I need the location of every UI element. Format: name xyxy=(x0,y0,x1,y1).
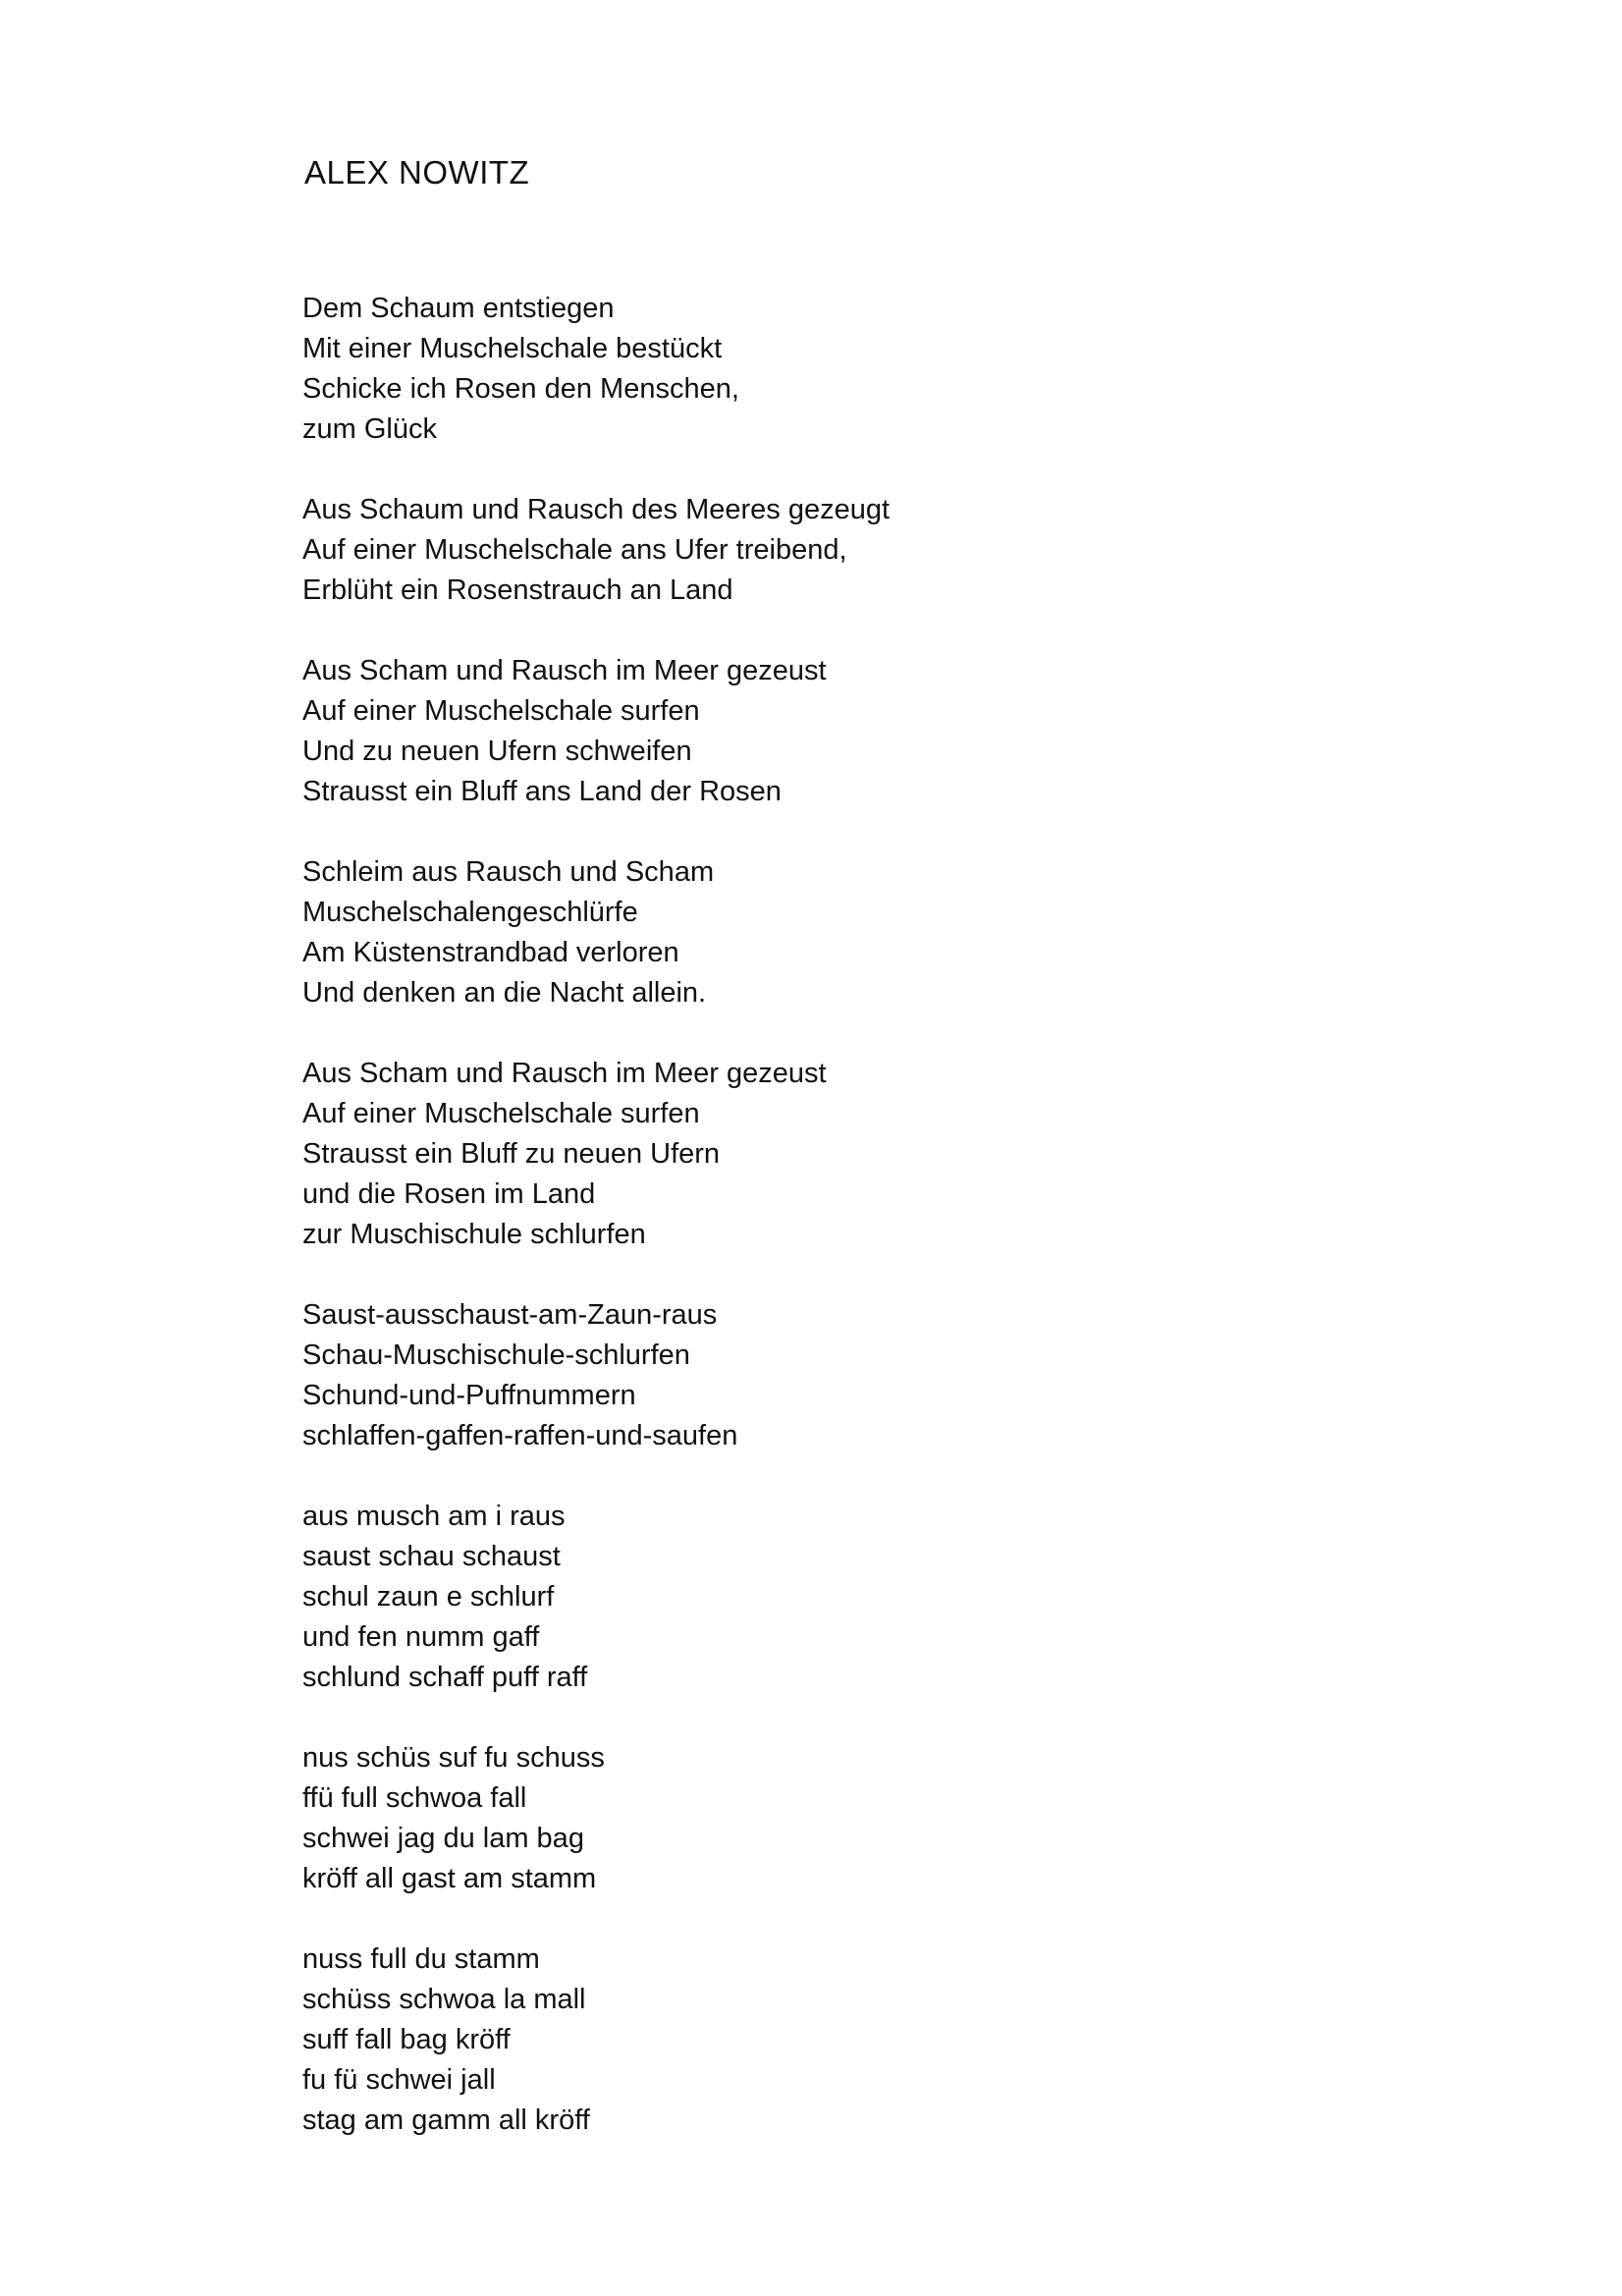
poem-line: Auf einer Muschelschale surfen xyxy=(302,1098,700,1129)
poem-line: Schau-Muschischule-schlurfen xyxy=(302,1339,690,1371)
poem-line: Und zu neuen Ufern schweifen xyxy=(302,736,692,767)
poem xyxy=(302,289,890,2181)
poem-line: nuss full du stamm xyxy=(302,1943,540,1975)
stanza xyxy=(302,1940,890,2141)
poem-line: zum Glück xyxy=(302,413,437,445)
stanza xyxy=(302,651,890,812)
poem-line: und fen numm gaff xyxy=(302,1621,540,1653)
poem-line: Aus Schaum und Rausch des Meeres gezeugt xyxy=(302,494,891,525)
poem-line: und die Rosen im Land xyxy=(302,1178,596,1210)
stanza xyxy=(302,1738,890,1899)
poem-line: ffü full schwoa fall xyxy=(302,1782,527,1814)
poem-line: schlund schaff puff raff xyxy=(302,1662,588,1693)
poem-line: Am Küstenstrandbad verloren xyxy=(302,937,679,968)
poem-line: Dem Schaum entstiegen xyxy=(302,293,615,324)
poem-line: Und denken an die Nacht allein. xyxy=(302,977,707,1009)
poem-line: Schund-und-Puffnummern xyxy=(302,1380,636,1411)
poem-line: Schleim aus Rausch und Scham xyxy=(302,856,715,888)
author-name: ALEX NOWITZ xyxy=(304,154,530,191)
poem-line: Auf einer Muschelschale ans Ufer treibend, xyxy=(302,534,847,566)
poem-line: schlaffen-gaffen-raffen-und-saufen xyxy=(302,1420,738,1451)
poem-line: aus musch am i raus xyxy=(302,1501,566,1532)
poem-line: stag am gamm all kröff xyxy=(302,2105,590,2136)
stanza xyxy=(302,852,890,1013)
stanza xyxy=(302,1295,890,1456)
poem-line: schul zaun e schlurf xyxy=(302,1581,555,1613)
poem-line: saust schau schaust xyxy=(302,1541,561,1572)
poem-line: suff fall bag kröff xyxy=(302,2024,511,2055)
poem-line: Muschelschalengeschlürfe xyxy=(302,897,638,928)
poem-line: schüss schwoa la mall xyxy=(302,1984,586,2015)
poem-line: Aus Scham und Rausch im Meer gezeust xyxy=(302,1058,827,1089)
poem-line: Mit einer Muschelschale bestückt xyxy=(302,333,723,364)
stanza xyxy=(302,1497,890,1698)
poem-line: Saust-ausschaust-am-Zaun-raus xyxy=(302,1299,718,1331)
poem-line: kröff all gast am stamm xyxy=(302,1863,597,1894)
poem-line: Auf einer Muschelschale surfen xyxy=(302,695,700,727)
poem-line: schwei jag du lam bag xyxy=(302,1823,584,1854)
poem-line: fu fü schwei jall xyxy=(302,2064,496,2096)
stanza xyxy=(302,289,890,450)
poem-line: zur Muschischule schlurfen xyxy=(302,1219,646,1250)
poem-line: Strausst ein Bluff ans Land der Rosen xyxy=(302,776,782,807)
poem-line: Schicke ich Rosen den Menschen, xyxy=(302,373,739,405)
poem-line: Aus Scham und Rausch im Meer gezeust xyxy=(302,655,827,686)
stanza xyxy=(302,490,890,611)
poem-line: Erblüht ein Rosenstrauch an Land xyxy=(302,574,733,606)
poem-line: nus schüs suf fu schuss xyxy=(302,1742,605,1774)
poem-line: Strausst ein Bluff zu neuen Ufern xyxy=(302,1138,721,1170)
stanza xyxy=(302,1054,890,1255)
